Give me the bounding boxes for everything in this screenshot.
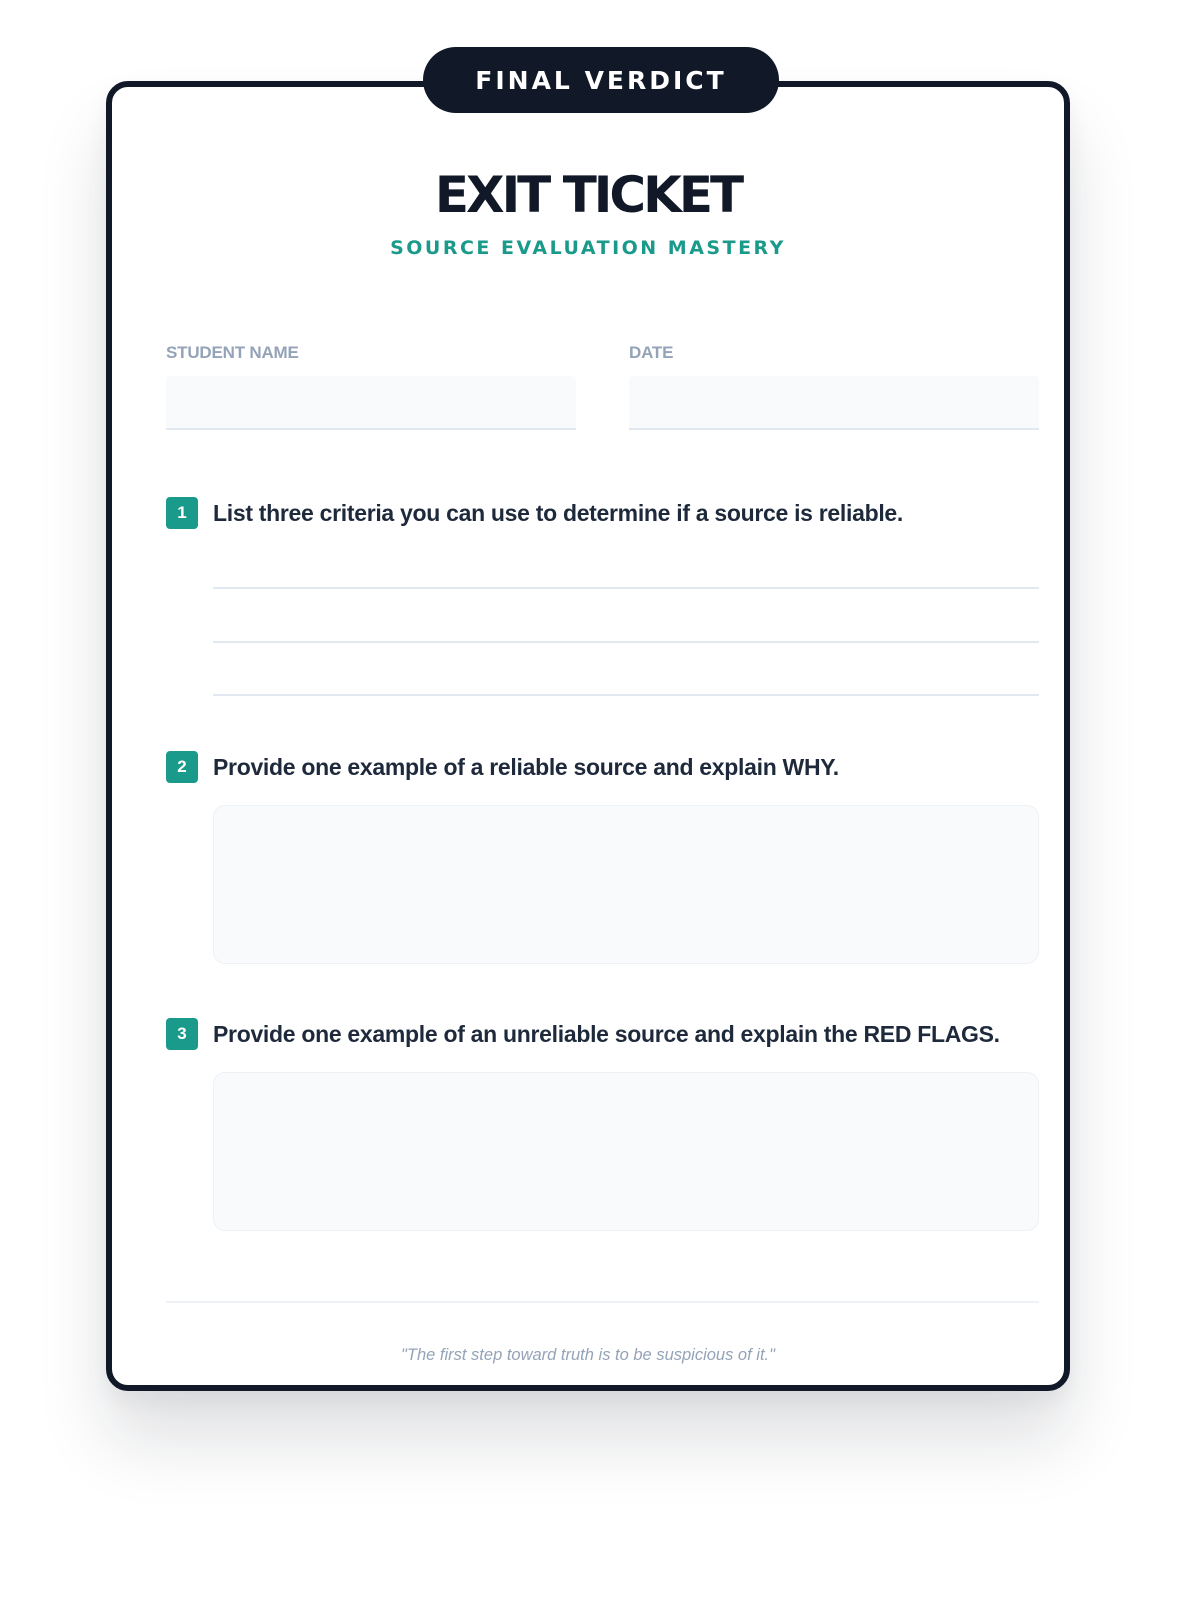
question-2-text: Provide one example of a reliable source and explain WHY. bbox=[213, 754, 839, 780]
page-subtitle: SOURCE EVALUATION MASTERY bbox=[390, 237, 786, 259]
question-1-text: List three criteria you can use to determine if a source is reliable. bbox=[213, 500, 903, 526]
question-1-number: 1 bbox=[166, 497, 198, 529]
student-name-label: STUDENT NAME bbox=[166, 343, 299, 362]
footer-quote: "The first step toward truth is to be suspicious of it." bbox=[401, 1346, 775, 1364]
final-verdict-badge: FINAL VERDICT bbox=[423, 47, 779, 113]
date-label: DATE bbox=[629, 343, 674, 362]
question-1-answer-line-1[interactable] bbox=[213, 587, 1039, 589]
footer-divider bbox=[166, 1301, 1039, 1303]
question-1-answer-line-2[interactable] bbox=[213, 641, 1039, 643]
question-3-number: 3 bbox=[166, 1018, 198, 1050]
question-2-number: 2 bbox=[166, 751, 198, 783]
student-name-field[interactable] bbox=[166, 376, 576, 430]
question-3-text: Provide one example of an unreliable source and explain the RED FLAGS. bbox=[213, 1021, 1000, 1047]
date-field[interactable] bbox=[629, 376, 1039, 430]
question-2-answer-box[interactable] bbox=[213, 805, 1039, 964]
question-1-answer-line-3[interactable] bbox=[213, 694, 1039, 696]
question-3-answer-box[interactable] bbox=[213, 1072, 1039, 1231]
page-title: EXIT TICKET bbox=[434, 166, 742, 224]
